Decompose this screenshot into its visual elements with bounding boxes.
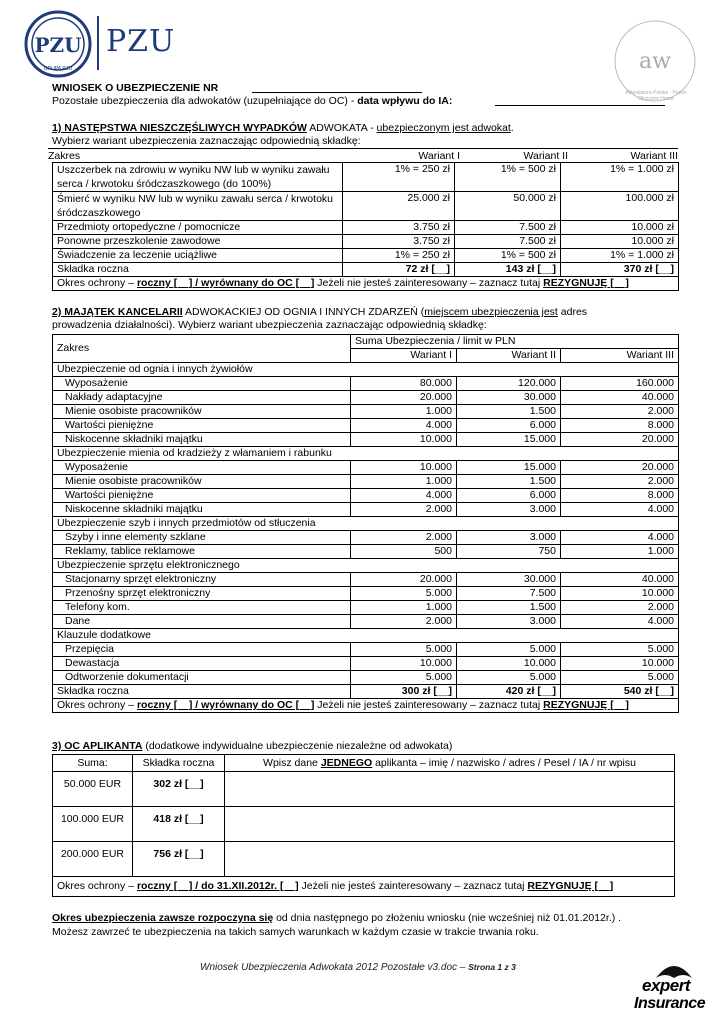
table-row: [53, 419, 679, 433]
s3-table: Suma: Składka roczna Wpisz dane JEDNEGO aplikanta – imię / nazwisko / adres / Pesel / IA / nr wpisu 50.000 EUR 302 zł [__] 100.000 EUR 418 zł [__] 200.000 EUR 756 zł [__] Okres ochrony – roczny [__] / do 31.XII.2012r. [__] Jeżeli nie jesteś zainteresowany – zaznacz tutaj REZYGNUJĘ [__]: [52, 754, 675, 897]
row-value: 3.000: [457, 503, 561, 517]
table-row: [53, 531, 679, 545]
s1-resign-checkbox[interactable]: REZYGNUJĘ [__]: [543, 277, 629, 289]
s2-period-label: Okres ochrony –: [57, 699, 137, 711]
row-value: 1.500: [457, 405, 561, 419]
s2-aligned-checkbox[interactable]: / wyrównany do OC [__]: [192, 699, 315, 711]
row-value: 15.000: [457, 461, 561, 475]
pzu-logo: [24, 10, 184, 78]
table-row: 50.000 EUR 302 zł [__]: [53, 772, 675, 807]
row-value: 20.000: [561, 433, 679, 447]
table-row: [53, 489, 679, 503]
s2-premium-option-1[interactable]: 300 zł [__]: [351, 685, 457, 699]
table-row: Ponowne przeszkolenie zawodowe 3.750 zł 7.500 zł 10.000 zł: [53, 235, 679, 249]
s1-table: [52, 162, 679, 291]
s3-heading: 3) OC APLIKANTA (dodatkowe indywidualne ubezpieczenie niezależne od adwokata): [52, 740, 453, 752]
row-value: 7.500: [457, 587, 561, 601]
s3-applicant-data-field-3[interactable]: [225, 842, 675, 877]
logo-expert: expert: [642, 976, 691, 995]
row-value: 1.500: [457, 601, 561, 615]
row-value: 15.000: [457, 433, 561, 447]
table-row: 200.000 EUR 756 zł [__]: [53, 842, 675, 877]
table-row: Przedmioty ortopedyczne / pomocnicze 3.750 zł 7.500 zł 10.000 zł: [53, 221, 679, 235]
form-subtitle: Pozostałe ubezpieczenia dla adwokatów (uzupełniające do OC) - data wpływu do IA:: [52, 95, 452, 107]
footer-note: Okres ubezpieczenia zawsze rozpoczyna się od dnia następnego po złożeniu wniosku (nie wcześniej niż 01.01.2012r.) .: [52, 912, 622, 924]
s2-period-text: Jeżeli nie jesteś zainteresowany – zaznacz tutaj: [314, 699, 544, 711]
row-value: 20.000: [351, 573, 457, 587]
row-value: 20.000: [561, 461, 679, 475]
row-value: 1.000: [351, 405, 457, 419]
row-value: 4.000: [561, 503, 679, 517]
row-value: 8.000: [561, 419, 679, 433]
footer-note-line2: Możesz zawrzeć te ubezpieczenia na takich samych warunkach w każdym czasie w trakcie trwania roku.: [52, 926, 539, 938]
row-value: 80.000: [351, 377, 457, 391]
pzu-emblem-icon: [24, 10, 92, 78]
row-value: 30.000: [457, 391, 561, 405]
row-label: Mienie osobiste pracowników: [53, 405, 351, 419]
s3-applicant-data-field-1[interactable]: [225, 772, 675, 807]
page-footer: Wniosek Ubezpieczenia Adwokata 2012 Pozostałe v3.doc – Strona 1 z 3: [200, 962, 516, 973]
table-row: [53, 573, 679, 587]
expert-insurance-logo: [632, 960, 720, 1018]
table-row: Śmierć w wyniku NW lub w wyniku zawału serca / krwotoku śródczaszkowego 25.000 zł 50.000 zł 100.000 zł: [53, 192, 679, 221]
row-value: 10.000: [561, 587, 679, 601]
s3-applicant-data-field-2[interactable]: [225, 807, 675, 842]
table-row: 100.000 EUR 418 zł [__]: [53, 807, 675, 842]
row-value: 40.000: [561, 391, 679, 405]
s3-until-date-checkbox[interactable]: / do 31.XII.2012r. [__]: [192, 880, 299, 892]
row-value: 2.000: [351, 615, 457, 629]
s3-yearly-checkbox[interactable]: roczny [__]: [136, 880, 193, 892]
row-label: Wartości pieniężne: [53, 489, 351, 503]
row-value: 5.000: [561, 643, 679, 657]
row-value: 5.000: [351, 643, 457, 657]
row-label: Reklamy, tablice reklamowe: [53, 545, 351, 559]
svg-text:PZU: PZU: [34, 33, 82, 57]
s2-premium-option-3[interactable]: 540 zł [__]: [561, 685, 679, 699]
row-value: 750: [457, 545, 561, 559]
row-value: 10.000: [351, 657, 457, 671]
group-row: [53, 447, 679, 461]
row-label: Nakłady adaptacyjne: [53, 391, 351, 405]
row-value: 5.000: [351, 587, 457, 601]
s3-premium-option-2[interactable]: 418 zł [__]: [133, 807, 225, 842]
row-label: Przepięcia: [53, 643, 351, 657]
s3-premium-option-3[interactable]: 756 zł [__]: [133, 842, 225, 877]
row-label: Szyby i inne elementy szklane: [53, 531, 351, 545]
table-row: Uszczerbek na zdrowiu w wyniku NW lub w wyniku zawału serca / krwotoku śródczaszkowego (do 100%) 1% = 250 zł 1% = 500 zł 1% = 1.000 zł: [53, 163, 679, 192]
row-value: 8.000: [561, 489, 679, 503]
table-row: [53, 433, 679, 447]
group-row: [53, 517, 679, 531]
row-value: 20.000: [351, 391, 457, 405]
group-title: Ubezpieczenie szyb i innych przedmiotów od stłuczenia: [53, 517, 679, 531]
table-row: [53, 601, 679, 615]
s2-resign-checkbox[interactable]: REZYGNUJĘ [__]: [543, 699, 629, 711]
s2-yearly-checkbox[interactable]: roczny [__]: [136, 699, 193, 711]
row-value: 500: [351, 545, 457, 559]
table-row: [53, 405, 679, 419]
row-label: Stacjonarny sprzęt elektroniczny: [53, 573, 351, 587]
row-value: 10.000: [457, 657, 561, 671]
s1-premium-option-3[interactable]: 370 zł [__]: [561, 263, 679, 277]
row-value: 5.000: [351, 671, 457, 685]
row-value: 4.000: [351, 489, 457, 503]
s2-heading-line2: prowadzenia działalności). Wybierz wariant ubezpieczenia zaznaczając odpowiednią składkę:: [52, 319, 487, 331]
pzu-wordmark: PZU: [106, 24, 176, 59]
row-value: 1.500: [457, 475, 561, 489]
table-row: [53, 391, 679, 405]
s3-premium-option-1[interactable]: 302 zł [__]: [133, 772, 225, 807]
table-row: [53, 475, 679, 489]
row-value: 1.000: [561, 545, 679, 559]
row-value: 10.000: [351, 461, 457, 475]
group-row: [53, 363, 679, 377]
table-row: [53, 615, 679, 629]
row-label: Wyposażenie: [53, 461, 351, 475]
row-value: 6.000: [457, 489, 561, 503]
table-row: [53, 643, 679, 657]
group-title: Ubezpieczenie sprzętu elektronicznego: [53, 559, 679, 573]
row-label: Dewastacja: [53, 657, 351, 671]
adwokatura-seal: [612, 18, 698, 104]
s2-table: Zakres Suma Ubezpieczenia / limit w PLN Wariant I Wariant II Wariant III Ubezpieczenie od ognia i innych żywiołów Wyposażenie 80.000 120.000 160.000 Nakłady adaptacyjne 20.000 30.000 40.000 Mienie osobiste pracowników 1.000 1.500 2.000 Wartości pieniężne 4.000 6.000 8.000 Niskocenne składniki majątku 10.000 15.000 20.000 Ubezpieczenie mienia od kradzieży z włamaniem i rabunku Wyposażenie 10.000 15.000 20.000 Mienie osobiste pracowników 1.000 1.500 2.000 Wartości pieniężne 4.000 6.000 8.000 Niskocenne składniki majątku 2.000 3.000 4.000 Ubezpieczenie szyb i innych przedmiotów od stłuczenia Szyby i inne elementy szklane 2.000 3.000 4.000 Reklamy, tablice reklamowe 500 750 1.000 Ubezpieczenie sprzętu elektronicznego Stacjonarny sprzęt elektroniczny 20.000 30.000 40.000 Przenośny sprzęt elektroniczny 5.000 7.500 10.000 Telefony kom. 1.000 1.500 2.000 Dane 2.000 3.000 4.000 Klauzule dodatkowe Przepięcia 5.000 5.000 5.000 Dewastacja 10.000 10.000 10.000 Odtworzenie dokumentacji 5.000 5.000 5.000 Składka roczna 300 zł [__] 420 zł [__] 540 zł [__] Okres ochrony – roczny [__] / wyrównany do OC [__] Jeżeli nie jesteś zainteresowany – zaznacz tutaj REZYGNUJĘ [__]: [52, 334, 679, 713]
row-label: Mienie osobiste pracowników: [53, 475, 351, 489]
table-row: [53, 377, 679, 391]
row-value: 2.000: [351, 531, 457, 545]
table-row: [53, 587, 679, 601]
group-title: Ubezpieczenie od ognia i innych żywiołów: [53, 363, 679, 377]
row-label: Wartości pieniężne: [53, 419, 351, 433]
period-row: Okres ochrony – roczny [__] / do 31.XII.2012r. [__] Jeżeli nie jesteś zainteresowany – zaznacz tutaj REZYGNUJĘ [__]: [53, 877, 675, 897]
row-label: Niskocenne składniki majątku: [53, 433, 351, 447]
seal-text: Adwokatura Polska · Prawo Ojczyzna Honor: [625, 90, 687, 102]
row-label: Przenośny sprzęt elektroniczny: [53, 587, 351, 601]
s1-premium-option-1[interactable]: 72 zł [__]: [343, 263, 455, 277]
group-title: Klauzule dodatkowe: [53, 629, 679, 643]
table-row: [53, 545, 679, 559]
row-label: Odtworzenie dokumentacji: [53, 671, 351, 685]
table-row: [53, 671, 679, 685]
form-title: WNIOSEK O UBEZPIECZENIE NR: [52, 82, 218, 94]
logo-insurance: Insurance: [634, 995, 706, 1012]
row-value: 6.000: [457, 419, 561, 433]
row-value: 4.000: [351, 419, 457, 433]
row-value: 120.000: [457, 377, 561, 391]
s2-heading: 2) MAJĄTEK KANCELARII ADWOKACKIEJ OD OGNIA I INNYCH ZDARZEŃ (miejscem ubezpieczenia jest adres: [52, 306, 588, 318]
row-value: 3.000: [457, 615, 561, 629]
row-value: 5.000: [457, 643, 561, 657]
table-row: [53, 461, 679, 475]
row-value: 160.000: [561, 377, 679, 391]
s2-premium-option-2[interactable]: 420 zł [__]: [457, 685, 561, 699]
row-value: 4.000: [561, 615, 679, 629]
group-title: Ubezpieczenie mienia od kradzieży z włamaniem i rabunku: [53, 447, 679, 461]
row-value: 2.000: [561, 405, 679, 419]
premium-row: [53, 685, 679, 699]
row-value: 4.000: [561, 531, 679, 545]
period-row: Okres ochrony – roczny [__] / wyrównany do OC [__] Jeżeli nie jesteś zainteresowany – zaznacz tutaj REZYGNUJĘ [__]: [53, 277, 679, 291]
s1-yearly-checkbox[interactable]: roczny [__]: [136, 277, 193, 289]
row-value: 30.000: [457, 573, 561, 587]
row-label: Niskocenne składniki majątku: [53, 503, 351, 517]
table-row: [53, 503, 679, 517]
s1-premium-option-2[interactable]: 143 zł [__]: [455, 263, 561, 277]
group-row: [53, 629, 679, 643]
svg-text:GRUPA PZU: GRUPA PZU: [43, 66, 73, 72]
row-label: Telefony kom.: [53, 601, 351, 615]
row-value: 10.000: [561, 657, 679, 671]
period-row: [53, 699, 679, 713]
row-value: 5.000: [457, 671, 561, 685]
row-value: 1.000: [351, 475, 457, 489]
s1-instruction: Wybierz wariant ubezpieczenia zaznaczając odpowiednią składkę:: [52, 135, 361, 147]
row-value: 3.000: [457, 531, 561, 545]
premium-row: Składka roczna 72 zł [__] 143 zł [__] 370 zł [__]: [53, 263, 679, 277]
row-label: Dane: [53, 615, 351, 629]
row-label: Wyposażenie: [53, 377, 351, 391]
premium-label: Składka roczna: [53, 685, 351, 699]
s1-aligned-checkbox[interactable]: / wyrównany do OC [__]: [192, 277, 315, 289]
table-row: Świadczenie za leczenie uciążliwe 1% = 250 zł 1% = 500 zł 1% = 1.000 zł: [53, 249, 679, 263]
row-value: 1.000: [351, 601, 457, 615]
group-row: [53, 559, 679, 573]
table-row: [53, 657, 679, 671]
s1-heading: 1) NASTĘPSTWA NIESZCZĘŚLIWYCH WYPADKÓW ADWOKATA - ubezpieczonym jest adwokat.: [52, 122, 514, 134]
row-value: 40.000: [561, 573, 679, 587]
row-value: 2.000: [561, 601, 679, 615]
s3-resign-checkbox[interactable]: REZYGNUJĘ [__]: [527, 880, 614, 892]
row-value: 2.000: [351, 503, 457, 517]
s1-column-header: Zakres Wariant I Wariant II Wariant III: [48, 150, 678, 162]
row-value: 5.000: [561, 671, 679, 685]
row-value: 2.000: [561, 475, 679, 489]
row-value: 10.000: [351, 433, 457, 447]
svg-text:aw: aw: [639, 49, 671, 74]
